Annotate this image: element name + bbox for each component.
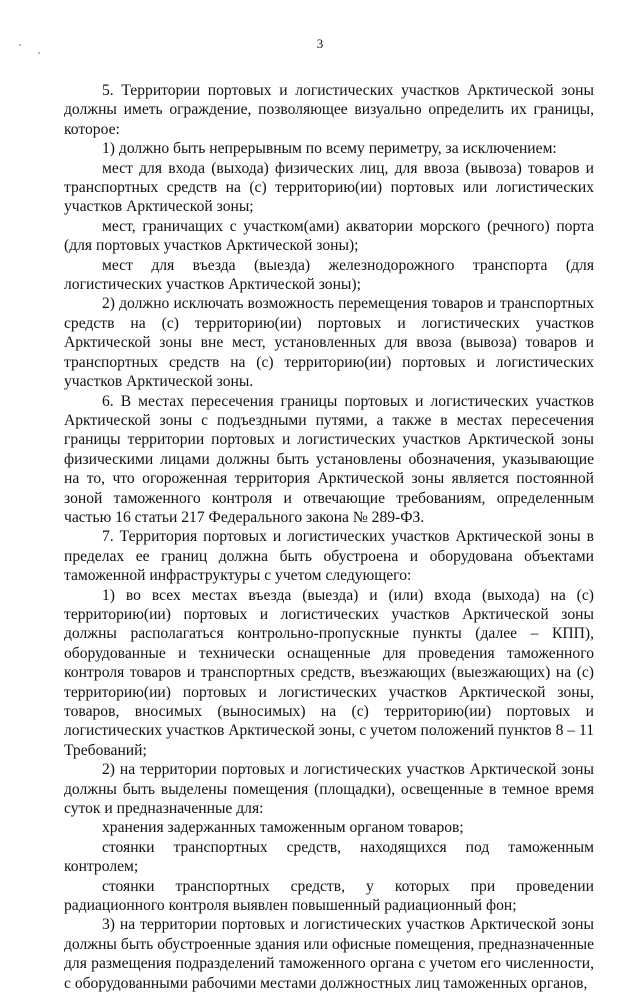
- list-subitem: мест, граничащих с участком(ами) акватории морского (речного) порта (для портовых участков Арктической зоны);: [64, 217, 594, 255]
- paragraph-7: 7. Территория портовых и логистических участков Арктической зоны в пределах ее границ должна быть обустроена и оборудована объектами таможенной инфраструктуры с учетом следующего:: [64, 528, 594, 585]
- list-item-7-3: 3) на территории портовых и логистических участков Арктической зоны должны быть обустроенные здания или офисные помещения, предназначенные для размещения подразделений таможенного органа с учетом его численности, с оборудованными рабочими местами должностных лиц таможенных органов,: [64, 916, 594, 992]
- list-item-5-1: 1) должно быть непрерывным по всему периметру, за исключением:: [102, 140, 557, 158]
- paragraph-5: 5. Территории портовых и логистических участков Арктической зоны должны иметь ограждение, позволяющее визуально определить их границы, которое:: [64, 82, 594, 138]
- scan-mark: [38, 52, 40, 54]
- list-subitem: стоянки транспортных средств, находящихся под таможенным контролем;: [64, 838, 594, 876]
- list-subitem: хранения задержанных таможенным органом товаров;: [102, 819, 464, 837]
- list-item-5-2: 2) должно исключать возможность перемещения товаров и транспортных средств на (с) территорию(ии) портовых и логистических участков Арктической зоны вне мест, установленных для ввоза (вывоза) товаров и транспортных средств на (с) территорию(ии) портовых и логистических участков Арктической зоны.: [64, 295, 594, 391]
- list-subitem: мест для входа (выхода) физических лиц, для ввоза (вывоза) товаров и транспортных средств на (с) территорию(ии) портовых или логистических участков Арктической зоны;: [64, 159, 594, 216]
- page-number: 3: [316, 36, 324, 51]
- list-item-7-1: 1) во всех местах въезда (выезда) и (или) входа (выхода) на (с) территорию(ии) портовых и логистических участков Арктической зоны должны располагаться контрольно-пропускные пункты (далее – КПП), оборудованные и технически оснащенные для проведения таможенного контроля товаров и транспортных средств, въезжающих (выезжающих) на (с) территорию(ии) портовых и логистических участков Арктической зоны, товаров, вносимых (выносимых) на (с) территорию(ии) портовых и логистических участков Арктической зоны, с учетом положений пунктов 8 – 11 Требований;: [64, 586, 594, 759]
- list-item-7-2: 2) на территории портовых и логистических участков Арктической зоны должны быть выделены помещения (площадки), освещенные в темное время суток и предназначенные для:: [64, 761, 594, 818]
- paragraph-6: 6. В местах пересечения границы портовых и логистических участков Арктической зоны с подъездными путями, а также в местах пересечения границы территории портовых и логистических участков Арктической зоны физическими лицами должны быть установлены обозначения, указывающие на то, что огороженная территория Арктической зоны является постоянной зоной таможенного контроля и отвечающие требованиям, определенным частью 16 статьи 217 Федерального закона № 289-ФЗ.: [64, 392, 594, 526]
- list-subitem: стоянки транспортных средств, у которых при проведении радиационного контроля выявлен повышенный радиационный фон;: [64, 877, 594, 915]
- document-body: [64, 81, 594, 993]
- list-subitem: мест для въезда (выезда) железнодорожного транспорта (для логистических участков Арктической зоны);: [64, 256, 594, 294]
